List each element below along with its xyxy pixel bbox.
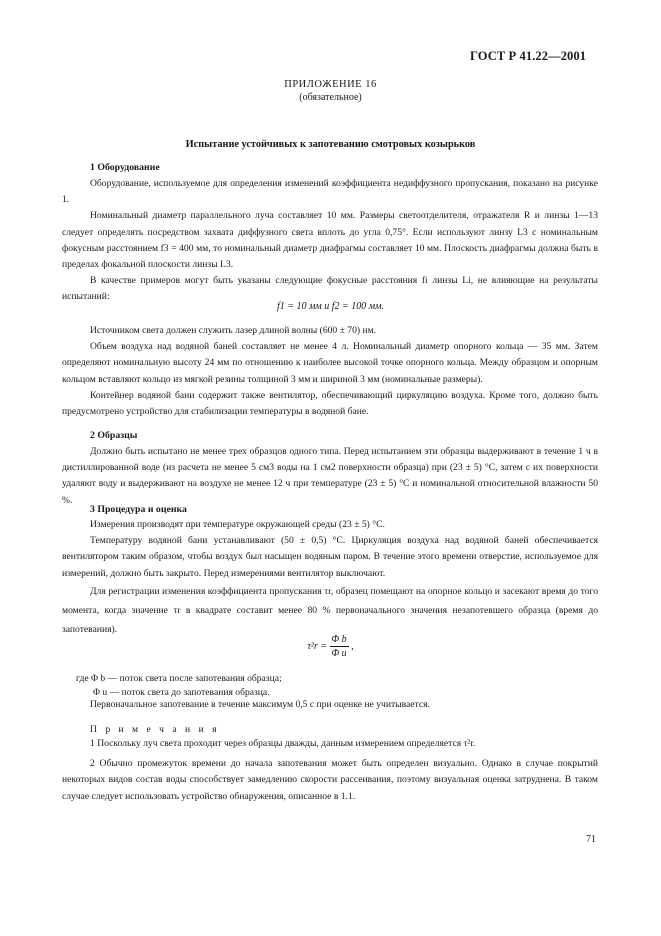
formula-lhs: τ²r = [307, 640, 328, 652]
section-3-heading: 3 Процедура и оценка [90, 504, 187, 515]
paragraph: В качестве примеров могут быть указаны следующие фокусные расстояния fi линзы Li, не влияющие на результаты испытаний: [62, 275, 598, 303]
paragraph: Для регистрации изменения коэффициента пропускания τr, образец помещают на опорное кольцо и засекают время до того момента, когда значение τr в квадрате составит менее 80 % первоначального значения незапотевшего образца (время до запотевания). [62, 585, 598, 635]
formula-fraction [330, 633, 349, 660]
standard-header: ГОСТ Р 41.22—2001 [470, 49, 587, 63]
page-number: 71 [586, 834, 596, 845]
paragraph: Оборудование, используемое для определения изменений коэффициента недиффузного пропускания, показано на рисунке 1. [62, 178, 598, 206]
paragraph: Источником света должен служить лазер длиной волны (600 ± 70) нм. [90, 325, 377, 336]
section-1-body-continued [62, 323, 598, 420]
paragraph: Контейнер водяной бани содержит также вентилятор, обеспечивающий циркуляцию воздуха. Кроме того, должно быть предусмотрено устройство для стабилизации температуры в водяной бане. [62, 389, 598, 418]
appendix-title: ПРИЛОЖЕНИЕ 16 [284, 79, 377, 90]
paragraph: Номинальный диаметр параллельного луча составляет 10 мм. Размеры светоотделителя, отражателя R и линзы 1—13 следует определять посредством захвата диффузного света вплоть до угла 0,75°. Если используют линзу L3 с номинальным фокусным расстоянием f3 = 400 мм, то номинальный диаметр диафрагмы составляет 10 мм. Плоскость диафрагмы должна быть в пределах фокальной плоскости линзы L3. [62, 210, 598, 271]
legend-phi-u: Φ u — поток света до запотевания образца. [93, 687, 270, 698]
formula-denominator: Φ u [331, 648, 347, 659]
paragraph: Первоначальное запотевание в течение максимум 0,5 с при оценке не учитывается. [90, 699, 430, 710]
section-2-body [62, 444, 598, 509]
legend-phi-b: где Φ b — поток света после запотевания образца; [76, 673, 282, 684]
note-1: 1 Поскольку луч света проходит через образцы дважды, данным измерением определяется τ²r. [90, 738, 476, 749]
paragraph: Измерения производят при температуре окружающей среды (23 ± 5) °С. [90, 519, 385, 530]
appendix-status: (обязательное) [299, 92, 362, 103]
document-title: Испытание устойчивых к запотеванию смотровых козырьков [185, 139, 476, 150]
note-2: 2 Обычно промежуток времени до начала запотевания может быть определен визуально. Однако в случае покрытий некоторых видов состав воды способствует замедлению скорости рассеивания, поэтому визуальная оценка затруднена. В таком случае следует использовать устройство обнаружения, описанное в 1.1. [62, 758, 598, 802]
paragraph: Объем воздуха над водяной баней составляет не менее 4 л. Номинальный диаметр опорного кольца — 35 мм. Затем определяют номинальную высоту 24 мм по отношению к наиболее высокой точке опорного кольца. Между образцом и опорным кольцом вставляют кольцо из мягкой резины толщиной 3 мм и шириной 3 мм (номинальные размеры). [62, 341, 598, 385]
paragraph: Температуру водяной бани устанавливают (50 ± 0,5) °С. Циркуляция воздуха над водяной баней обеспечивается вентилятором таким образом, чтобы воздух был насыщен водяным паром. В течение этого времени отверстие, используемое для измерений, должно быть закрыто. Перед измерениями вентилятор выключают. [62, 535, 598, 579]
section-3-body-end [62, 697, 598, 713]
paragraph: Должно быть испытано не менее трех образцов одного типа. Перед испытанием эти образцы выдерживают в течение 1 ч в дистиллированной воде (из расчета не менее 5 см3 воды на 1 см2 поверхности образца) при (23 ± 5) °С, затем с их поверхности удаляют воду и выдерживают на воздухе не менее 12 ч при температуре (23 ± 5) °С и номинальной относительной влажности 50 %. [62, 446, 598, 506]
section-2-heading: 2 Образцы [90, 430, 138, 441]
section-1-heading: 1 Оборудование [90, 162, 160, 173]
formula-tail: , [351, 640, 354, 652]
section-3-body [62, 517, 598, 639]
notes-body [62, 736, 598, 805]
section-1-body [62, 176, 598, 306]
formula-transmission [0, 633, 661, 660]
formula-focal-lengths: f1 = 10 мм и f2 = 100 мм. [276, 301, 385, 312]
notes-heading: П р и м е ч а н и я [90, 724, 220, 735]
formula-numerator: Φ b [331, 634, 347, 645]
